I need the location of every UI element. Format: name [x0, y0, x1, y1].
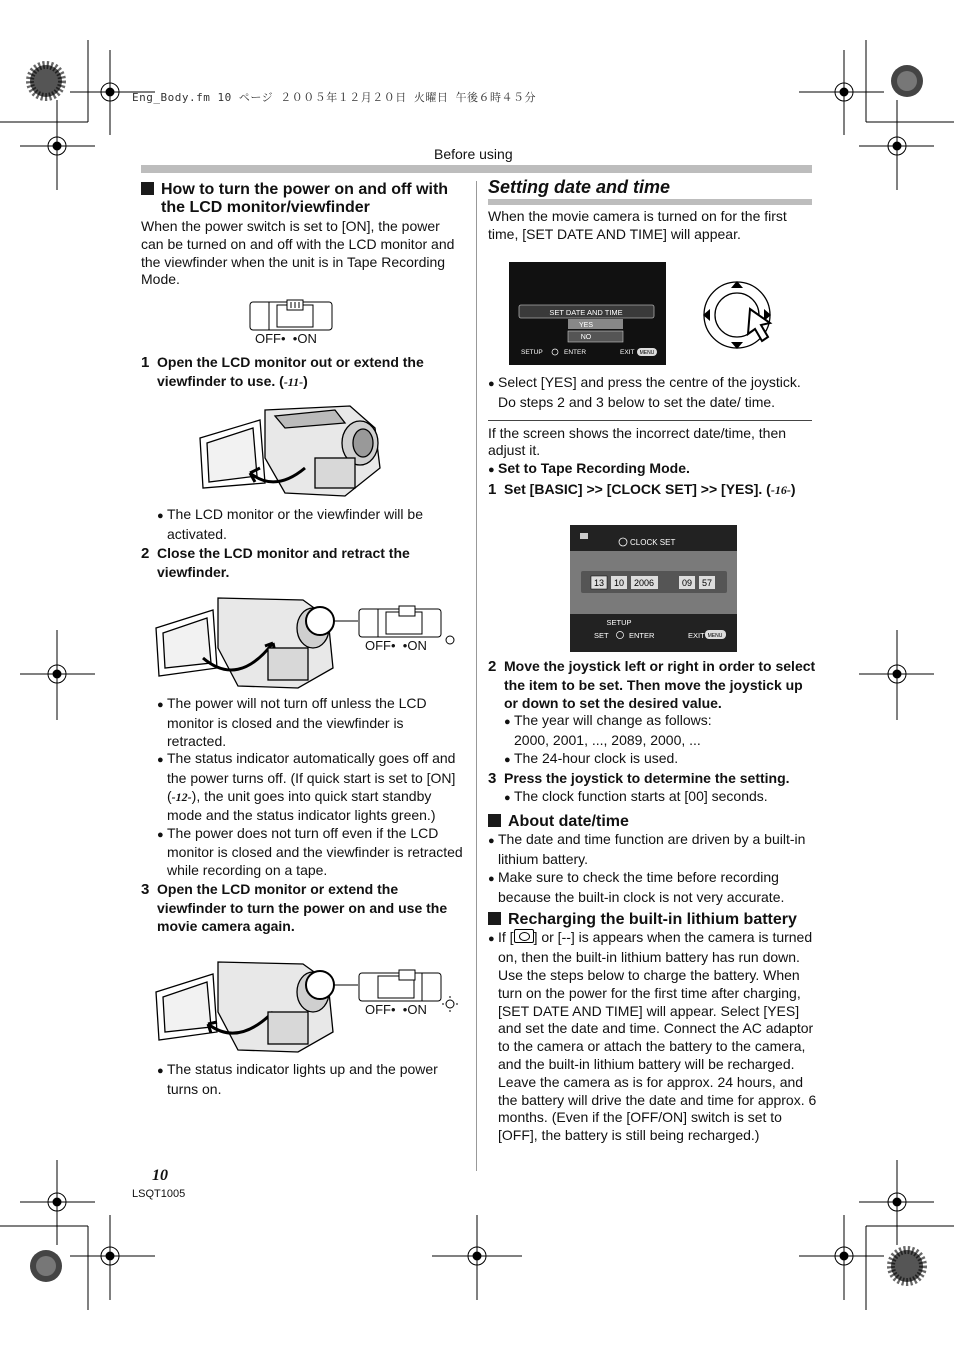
clock-year: 2006	[633, 578, 655, 588]
screen-enter: ENTER	[564, 349, 587, 356]
recharge-bullet: ● If [ ] or [--] is appears when the camera is turned on, then the built-in lithium battery has run down. Use the steps below to charge the battery. When turn on the power for the first time after charging, [SET DATE AND TIME] will appear. Select [YES] and set the date and time. Connect the AC adaptor to the camera or attach the battery to the camera, and the built-in lithium battery will be recharged. Leave the camera as is for approx. 24 hours, and the battery will drive the date and time for approx. 6 months. (Even if the [OFF/ON] switch is set to [OFF], the battery is still being recharged.)	[488, 929, 817, 1144]
about-bullet-2: ● Make sure to check the time before recording because the built-in clock is not very accurate.	[488, 868, 785, 905]
set-date-screen	[509, 262, 666, 365]
title-underbar	[488, 199, 812, 205]
page-number: 10	[152, 1167, 168, 1184]
camera-open-illustration	[195, 398, 395, 503]
screen-setup: SETUP	[521, 349, 543, 356]
left-step3-bullet: ● The status indicator lights up and the power turns on.	[157, 1061, 438, 1097]
clock-hour: 09	[681, 578, 693, 588]
seconds-bullet: ● The clock function starts at [00] seconds.	[504, 788, 768, 805]
left-step1-bullets	[141, 506, 466, 581]
clock-24h-bullet: ● The 24-hour clock is used.	[504, 749, 679, 766]
clock-set-screen	[570, 525, 737, 652]
incorrect-intro: If the screen shows the incorrect date/time, then adjust it.	[488, 424, 787, 459]
about-bullet-1: ● The date and time function are driven by a built-in lithium battery.	[488, 831, 806, 867]
clock-menu: MENU	[707, 633, 723, 639]
right-select-block	[488, 374, 812, 499]
section-label: Before using	[434, 146, 513, 162]
left-column	[141, 181, 466, 289]
switch-labels-2: OFF• •ON	[365, 638, 427, 653]
left-step-3: 3 Open the LCD monitor or extend the viewfinder to turn the power on and use the movie camera again.	[141, 880, 448, 934]
year-sequence: 2000, 2001, ..., 2089, 2000, ...	[514, 731, 701, 748]
clock-exit: EXIT	[688, 631, 705, 640]
left-step2-bullets	[141, 695, 466, 935]
right-intro: When the movie camera is turned on for the first time, [SET DATE AND TIME] will appear.	[488, 207, 787, 242]
power-intro: When the power switch is set to [ON], the power can be turned on and off with the LCD monitor and the viewfinder when the unit is in Tape Recording Mode.	[141, 218, 455, 288]
switch-labels-3: OFF• •ON	[365, 1002, 427, 1017]
about-heading: About date/time	[488, 813, 818, 831]
set-tape-bullet: ● Set to Tape Recording Mode.	[488, 460, 690, 477]
screen-yes: YES	[578, 322, 594, 329]
recharge-heading: Recharging the built-in lithium battery	[488, 911, 818, 929]
clock-day: 13	[593, 578, 605, 588]
joystick-icon	[700, 279, 776, 351]
on-label: ON	[297, 331, 317, 346]
clock-minute: 57	[701, 578, 713, 588]
screen-no: NO	[580, 334, 592, 341]
left-step2-bullet-1: ● The power will not turn off unless the LCD monitor is closed and the viewfinder is retracted.	[157, 695, 427, 749]
left-step1-bullet: ● The LCD monitor or the viewfinder will be activated.	[157, 506, 423, 542]
left-step2-bullet-3: ● The power does not turn off even if the LCD monitor is closed and the viewfinder is retracted while recording on a tape.	[157, 824, 463, 879]
clock-title: CLOCK SET	[630, 538, 676, 547]
power-heading: How to turn the power on and off with the LCD monitor/viewfinder	[141, 181, 466, 217]
select-yes-bullet: ● Select [YES] and press the centre of the joystick. Do steps 2 and 3 below to set the date/ time.	[488, 374, 801, 410]
left-step2-bullet-2: ● The status indicator automatically goes off and the power turns off. (If quick start is set to [ON] (-12-), the unit goes into quick start standby mode and the status indicator lights green.)	[157, 750, 456, 823]
clock-enter: ENTER	[629, 631, 655, 640]
clock-month: 10	[613, 578, 625, 588]
left-step3-bullets	[141, 1061, 466, 1099]
print-info: Eng_Body.fm 10 ページ ２００５年１２月２０日 火曜日 午後６時４５分	[132, 91, 536, 104]
screen-title: SET DATE AND TIME	[549, 308, 623, 317]
screen-menu: MENU	[639, 350, 655, 356]
right-steps-block	[488, 657, 818, 1145]
power-switch-icon	[249, 299, 339, 333]
left-step-2: 2 Close the LCD monitor and retract the viewfinder.	[141, 544, 410, 580]
left-step1-block	[141, 353, 466, 391]
square-bullet-icon	[488, 814, 501, 827]
screen-exit: EXIT	[620, 349, 635, 356]
battery-warning-icon	[514, 929, 534, 943]
section-rule	[488, 420, 812, 421]
square-bullet-icon	[141, 182, 154, 195]
column-divider	[476, 181, 477, 1171]
clock-setup: SETUP	[606, 618, 632, 627]
power-switch-figure-1: OFF• •ON	[249, 299, 339, 349]
model-code: LSQT1005	[132, 1188, 186, 1200]
off-label: OFF	[255, 331, 281, 346]
right-column-top	[488, 179, 812, 243]
right-step-2: 2 Move the joystick left or right in order to select the item to be set. Then move the joystick up or down to set the desired value.	[488, 658, 816, 711]
left-step-1: 1 Open the LCD monitor out or extend the viewfinder to use. (-11-)	[141, 354, 424, 389]
clock-set-label: SET	[594, 631, 609, 640]
year-bullet: ● The year will change as follows:	[504, 712, 712, 728]
right-step-1: 1 Set [BASIC] >> [CLOCK SET] >> [YES]. (-16-)	[488, 480, 796, 498]
right-step-3: 3 Press the joystick to determine the setting.	[488, 770, 790, 788]
header-bar	[141, 165, 812, 173]
section-title: Setting date and time	[488, 177, 671, 197]
square-bullet-icon	[488, 912, 501, 925]
